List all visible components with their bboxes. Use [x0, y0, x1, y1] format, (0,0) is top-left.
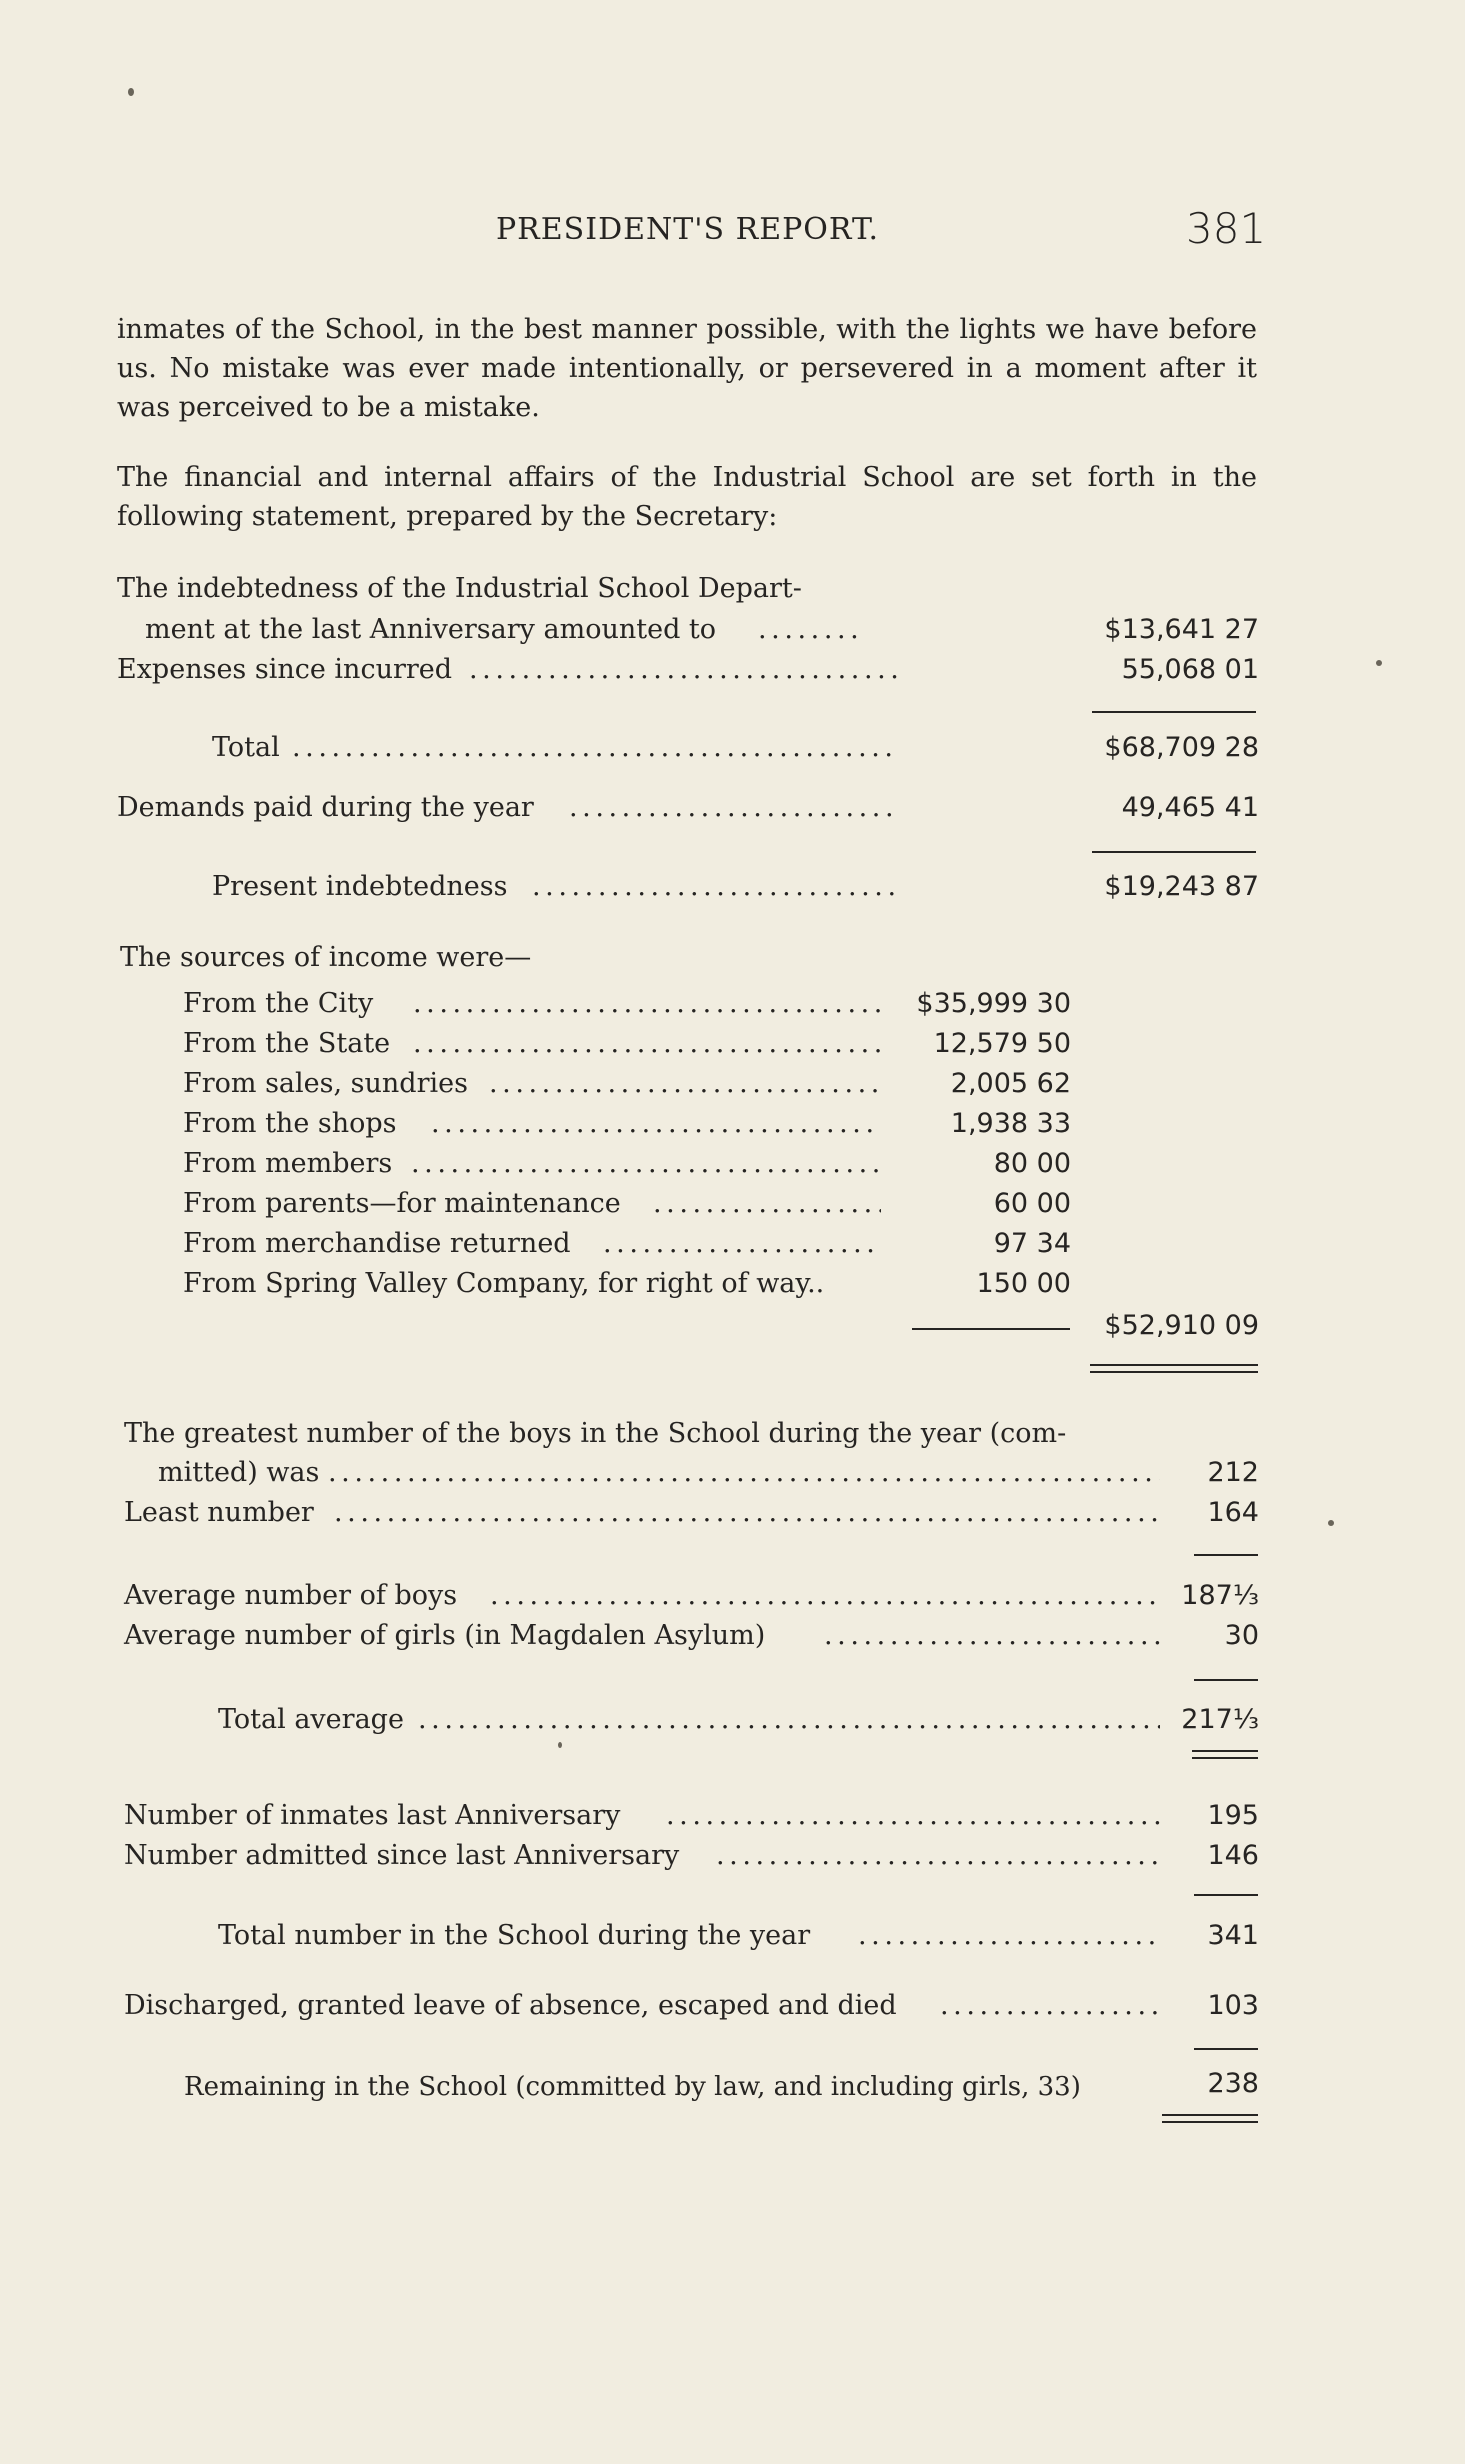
dot-leader: [666, 1800, 1160, 1831]
income-label: From members: [183, 1148, 393, 1179]
total-amount: $68,709 28: [1104, 732, 1259, 763]
sum-rule: [1194, 1554, 1258, 1556]
dot-leader: [716, 1840, 1160, 1871]
avg-girls-label: Average number of girls (in Magdalen Asylum): [124, 1620, 766, 1651]
discharged-value: 103: [1207, 1990, 1259, 2021]
sum-rule: [1194, 1894, 1258, 1896]
sum-rule: [1194, 1679, 1258, 1681]
demands-amount: 49,465 41: [1121, 792, 1259, 823]
discharged-row: [124, 1990, 1160, 2028]
avg-girls-row: [124, 1620, 1160, 1658]
greatest-line2: mitted) was: [158, 1457, 320, 1488]
income-row: [183, 988, 883, 1026]
sum-rule: [1194, 2048, 1258, 2050]
dot-leader: [824, 1620, 1160, 1651]
scan-speck: [128, 88, 134, 96]
total-row: [212, 732, 896, 770]
dot-leader: [413, 988, 881, 1019]
income-label: From the shops: [183, 1108, 397, 1139]
greatest-value: 212: [1207, 1457, 1259, 1488]
dot-leader: [334, 1497, 1160, 1528]
income-label: From sales, sundries: [183, 1068, 468, 1099]
avg-boys-label: Average number of boys: [124, 1580, 458, 1611]
income-amount: 97 34: [993, 1228, 1071, 1259]
scan-speck: [558, 1742, 562, 1748]
inmates-total-label: Total number in the School during the year: [218, 1920, 811, 1951]
income-amount: $35,999 30: [916, 988, 1071, 1019]
dot-leader: [292, 732, 896, 763]
indebtedness-line1: The indebtedness of the Industrial School Depart-: [117, 573, 802, 604]
income-row: [183, 1028, 883, 1066]
inmates-total-value: 341: [1207, 1920, 1259, 1951]
present-amount: $19,243 87: [1104, 871, 1259, 902]
income-row: [183, 1108, 883, 1146]
dot-leader: [411, 1148, 881, 1179]
demands-row: [117, 792, 897, 830]
income-row: [183, 1188, 883, 1226]
discharged-label: Discharged, granted leave of absence, escaped and died: [124, 1990, 897, 2021]
expenses-row: [117, 654, 897, 692]
financial-paragraph: The financial and internal affairs of the Industrial School are set forth in the following statement, prepared by the Secretary:: [117, 462, 1257, 532]
income-label: From Spring Valley Company, for right of way..: [183, 1268, 825, 1299]
double-rule: [1192, 1750, 1258, 1759]
dot-leader: [940, 1990, 1160, 2021]
expenses-amount: 55,068 01: [1121, 654, 1259, 685]
income-row: [183, 1228, 883, 1266]
income-row: [183, 1068, 883, 1106]
sum-rule: [1092, 711, 1256, 713]
least-value: 164: [1207, 1497, 1259, 1528]
income-total: $52,910 09: [1104, 1310, 1259, 1341]
total-avg-value: 217⅓: [1181, 1704, 1259, 1735]
present-row: [212, 871, 896, 909]
inmates-admitted-row: [124, 1840, 1160, 1878]
inmates-last-label: Number of inmates last Anniversary: [124, 1800, 621, 1831]
total-label: Total: [212, 732, 280, 763]
income-heading: The sources of income were—: [120, 942, 532, 973]
scan-speck: [1328, 1520, 1334, 1526]
scan-speck: [1376, 660, 1382, 666]
greatest-row: [158, 1457, 1160, 1495]
income-label: From the State: [183, 1028, 391, 1059]
least-label: Least number: [124, 1497, 314, 1528]
dot-leader: [490, 1580, 1160, 1611]
indebtedness-line2: ment at the last Anniversary amounted to: [145, 614, 717, 645]
inmates-last-row: [124, 1800, 1160, 1838]
income-row: [183, 1268, 883, 1306]
remaining-label: Remaining in the School (committed by law, and including girls, 33): [184, 2072, 1081, 2102]
double-rule: [1162, 2114, 1258, 2123]
income-label: From the City: [183, 988, 374, 1019]
avg-boys-value: 187⅓: [1181, 1580, 1259, 1611]
total-avg-label: Total average: [218, 1704, 404, 1735]
avg-boys-row: [124, 1580, 1160, 1618]
page-number: 381: [1186, 204, 1267, 253]
income-amount: 80 00: [993, 1148, 1071, 1179]
dot-leader: [489, 1068, 881, 1099]
amount-last-anniversary: $13,641 27: [1104, 614, 1259, 645]
page-title: PRESIDENT'S REPORT.: [496, 212, 880, 247]
dot-leader: [569, 792, 897, 823]
dot-leader: [418, 1704, 1160, 1735]
least-row: [124, 1497, 1160, 1535]
inmates-last-value: 195: [1207, 1800, 1259, 1831]
remaining-value: 238: [1207, 2068, 1259, 2099]
inmates-admitted-value: 146: [1207, 1840, 1259, 1871]
dot-leader: [532, 871, 896, 902]
present-label: Present indebtedness: [212, 871, 508, 902]
inmates-admitted-label: Number admitted since last Anniversary: [124, 1840, 680, 1871]
dot-leader: [758, 614, 862, 645]
sum-rule: [912, 1328, 1070, 1330]
income-amount: 60 00: [993, 1188, 1071, 1219]
avg-girls-value: 30: [1224, 1620, 1259, 1651]
income-row: [183, 1148, 883, 1186]
intro-paragraph: inmates of the School, in the best manner possible, with the lights we have before us. No mistake was ever made intentionally, or persevered in a moment after it was perceived to be a mistake.: [117, 314, 1257, 423]
inmates-total-row: [218, 1920, 1160, 1958]
income-amount: 2,005 62: [950, 1068, 1071, 1099]
indebtedness-row: [145, 614, 865, 652]
dot-leader: [653, 1188, 881, 1219]
income-label: From merchandise returned: [183, 1228, 571, 1259]
dot-leader: [431, 1108, 881, 1139]
demands-label: Demands paid during the year: [117, 792, 534, 823]
dot-leader: [603, 1228, 881, 1259]
total-avg-row: [218, 1704, 1160, 1742]
income-label: From parents—for maintenance: [183, 1188, 621, 1219]
expenses-label: Expenses since incurred: [117, 654, 453, 685]
dot-leader: [858, 1920, 1160, 1951]
greatest-line1: The greatest number of the boys in the School during the year (com-: [124, 1418, 1067, 1449]
income-amount: 1,938 33: [950, 1108, 1071, 1139]
income-amount: 150 00: [976, 1268, 1071, 1299]
dot-leader: [469, 654, 897, 685]
income-amount: 12,579 50: [933, 1028, 1071, 1059]
dot-leader: [413, 1028, 881, 1059]
dot-leader: [328, 1457, 1160, 1488]
sum-rule: [1092, 851, 1256, 853]
double-rule: [1090, 1364, 1258, 1373]
